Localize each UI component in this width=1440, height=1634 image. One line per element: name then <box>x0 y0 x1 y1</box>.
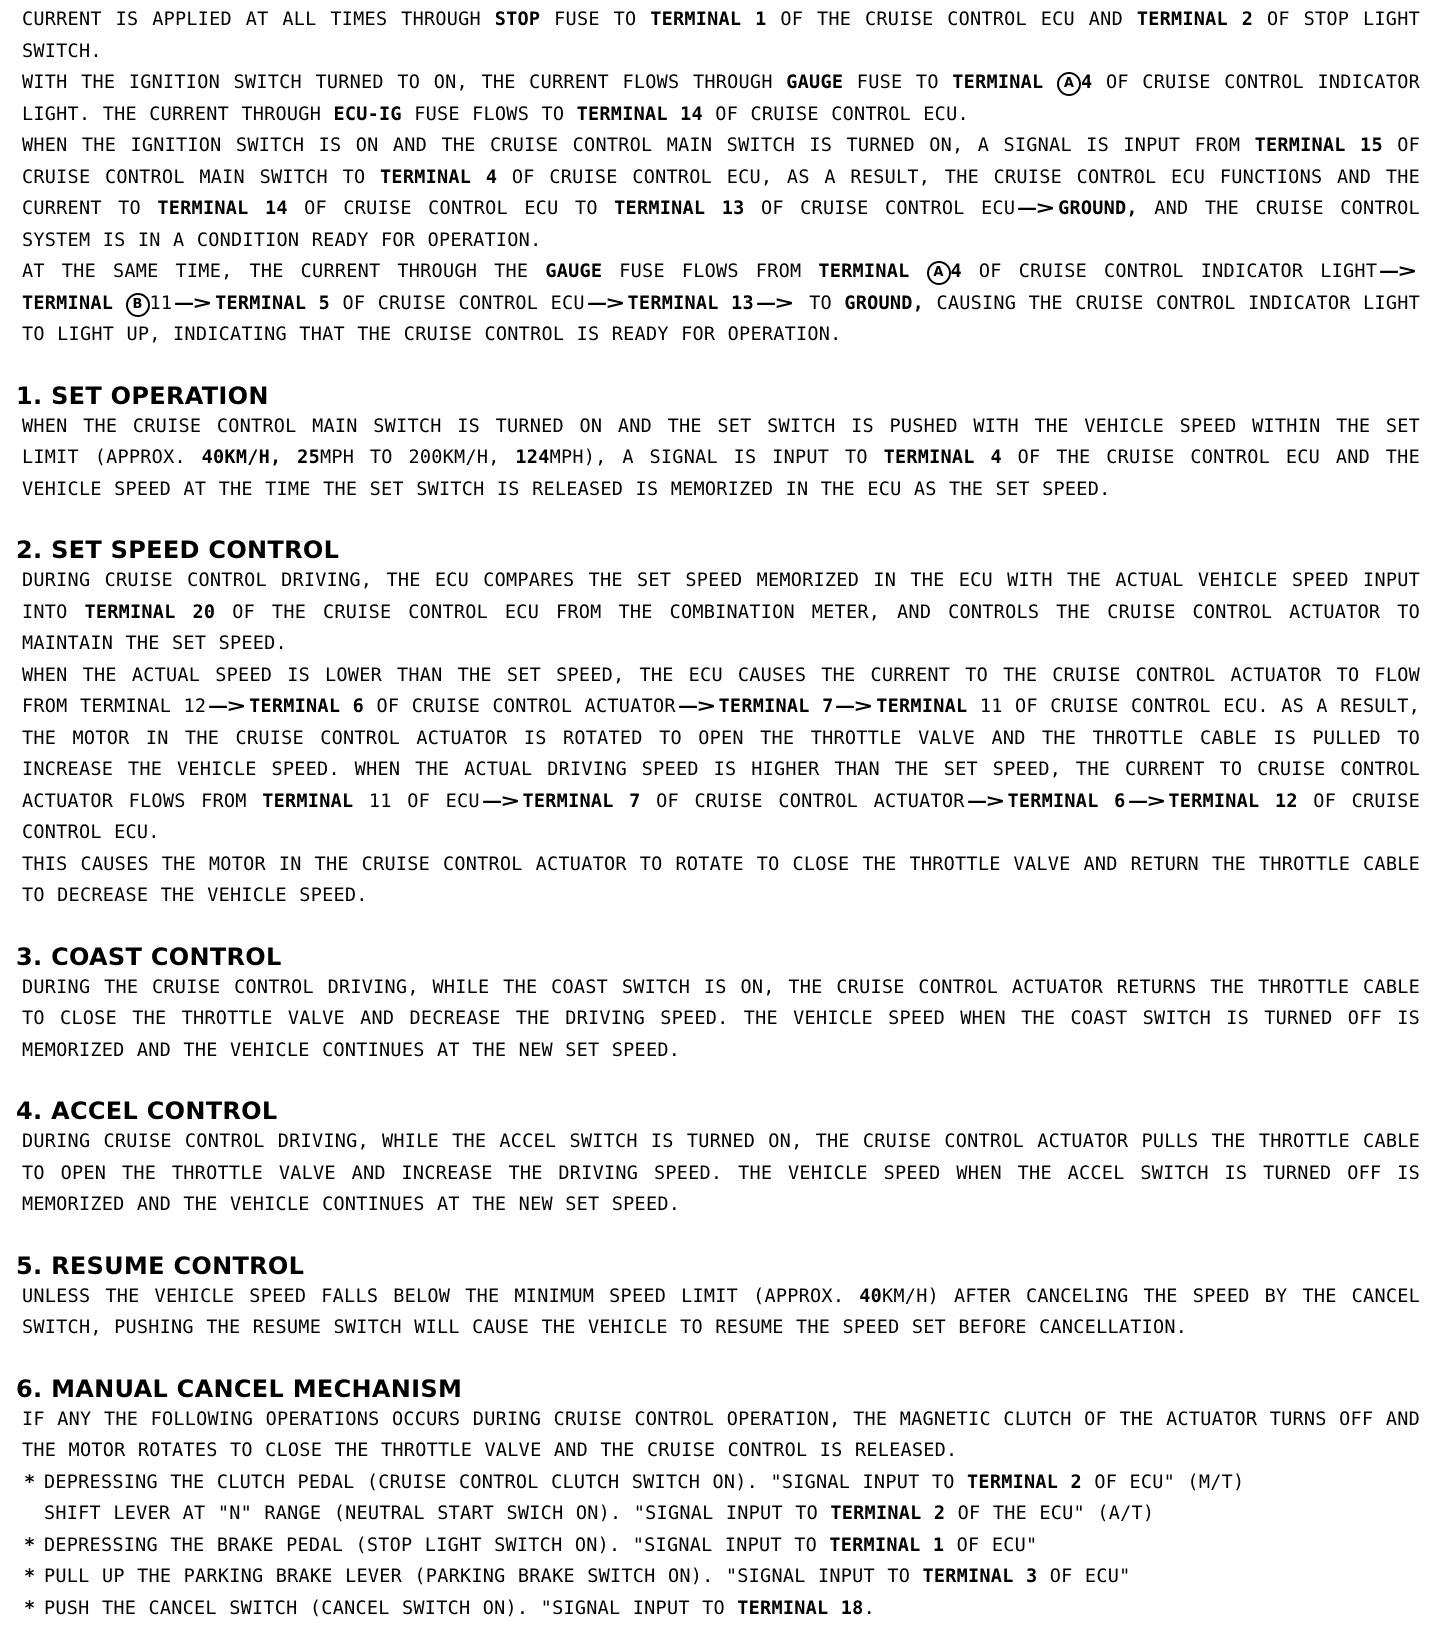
section-heading-accel-control: 4. ACCEL CONTROL <box>16 1097 278 1125</box>
section-text-set-speed-control: DURING CRUISE CONTROL DRIVING, THE ECU COMPARES THE SET SPEED MEMORIZED IN THE ECU WITH THE ACTUAL VEHICLE SPEED INPUT INTO TERMINAL 20 OF THE CRUISE CONTROL ECU FROM THE COMBINATION METER, AND CONTROLS THE CRUISE CONTROL ACTUATOR TO MAINTAIN THE SET SPEED. WHEN THE ACTUAL SPEED IS LOWER THAN THE SET SPEED, THE ECU CAUSES THE CURRENT TO THE CRUISE CONTROL ACTUATOR TO FLOW FROM TERMINAL 12 —> TERMINAL 6 OF CRUISE CONTROL ACTUATOR —> TERMINAL 7 —> TERMINAL 11 OF CRUISE CONTROL ECU. AS A RESULT, THE MOTOR IN THE CRUISE CONTROL ACTUATOR IS ROTATED TO OPEN THE THROTTLE VALVE AND THE THROTTLE CABLE IS PULLED TO INCREASE THE VEHICLE SPEED. WHEN THE ACTUAL DRIVING SPEED IS HIGHER THAN THE SET SPEED, THE CURRENT TO CRUISE CONTROL ACTUATOR FLOWS FROM TERMINAL 11 OF ECU —> TERMINAL 7 OF CRUISE CONTROL ACTUATOR —> TERMINAL 6 —> TERMINAL 12 OF CRUISE CONTROL ECU. THIS CAUSES THE MOTOR IN THE CRUISE CONTROL ACTUATOR TO ROTATE TO CLOSE THE THROTTLE VALVE AND RETURN THE THROTTLE CABLE TO DECREASE THE VEHICLE SPEED. <box>22 570 1420 906</box>
list-item: * DEPRESSING THE CLUTCH PEDAL (CRUISE CONTROL CLUTCH SWITCH ON). "SIGNAL INPUT TO TERMINAL 2 OF ECU" (M/T) SHIFT LEVER AT "N" RANGE (NEUTRAL START SWICH ON). "SIGNAL INPUT TO TERMINAL 2 OF THE ECU" (A/T) <box>22 1467 1420 1530</box>
list-item: * PULL UP THE PARKING BRAKE LEVER (PARKING BRAKE SWITCH ON). "SIGNAL INPUT TO TERMINAL 3 OF ECU" <box>22 1561 1420 1593</box>
arrow-icon: —> <box>587 292 625 314</box>
section-text-set-operation: WHEN THE CRUISE CONTROL MAIN SWITCH IS TURNED ON AND THE SET SWITCH IS PUSHED WITH THE VEHICLE SPEED WITHIN THE SET LIMIT (APPROX. 40KM/H, 25MPH TO 200KM/H, 124MPH), A SIGNAL IS INPUT TO TERMINAL 4 OF THE CRUISE CONTROL ECU AND THE VEHICLE SPEED AT THE TIME THE SET SWITCH IS RELEASED IS MEMORIZED IN THE ECU AS THE SET SPEED. <box>22 415 1420 500</box>
bullet-icon: * <box>24 1534 36 1556</box>
bullet-icon: * <box>24 1597 36 1619</box>
section-text-coast-control: DURING THE CRUISE CONTROL DRIVING, WHILE THE COAST SWITCH IS ON, THE CRUISE CONTROL ACTUATOR RETURNS THE THROTTLE CABLE TO CLOSE THE THROTTLE VALVE AND DECREASE THE DRIVING SPEED. THE VEHICLE SPEED WHEN THE COAST SWITCH IS TURNED OFF IS MEMORIZED AND THE VEHICLE CONTINUES AT THE NEW SET SPEED. <box>22 976 1420 1061</box>
arrow-icon: —> <box>967 790 1005 812</box>
arrow-icon: —> <box>175 292 212 314</box>
section-text-resume-control: UNLESS THE VEHICLE SPEED FALLS BELOW THE MINIMUM SPEED LIMIT (APPROX. 40KM/H) AFTER CANCELING THE SPEED BY THE CANCEL SWITCH, PUSHING THE RESUME SWITCH WILL CAUSE THE VEHICLE TO RESUME THE SPEED SET BEFORE CANCELLATION. <box>22 1285 1420 1338</box>
cancel-operations-list <box>22 1467 1420 1625</box>
section-heading-set-speed-control: 2. SET SPEED CONTROL <box>16 536 340 564</box>
arrow-icon: —> <box>678 696 716 717</box>
bullet-icon: * <box>24 1566 36 1587</box>
arrow-icon: —> <box>757 292 794 314</box>
section-heading-resume-control: 5. RESUME CONTROL <box>16 1251 305 1280</box>
connector-a-icon: A <box>927 261 951 285</box>
list-item: * DEPRESSING THE BRAKE PEDAL (STOP LIGHT SWITCH ON). "SIGNAL INPUT TO TERMINAL 1 OF ECU" <box>22 1530 1420 1562</box>
arrow-icon: —> <box>209 696 246 717</box>
arrow-icon: —> <box>1018 198 1055 219</box>
section-text-accel-control: DURING CRUISE CONTROL DRIVING, WHILE THE ACCEL SWITCH IS TURNED ON, THE CRUISE CONTROL ACTUATOR PULLS THE THROTTLE CABLE TO OPEN THE THROTTLE VALVE AND INCREASE THE DRIVING SPEED. THE VEHICLE SPEED WHEN THE ACCEL SWITCH IS TURNED OFF IS MEMORIZED AND THE VEHICLE CONTINUES AT THE NEW SET SPEED. <box>22 1131 1420 1215</box>
bullet-icon: * <box>24 1471 36 1493</box>
intro-paragraph: CURRENT IS APPLIED AT ALL TIMES THROUGH STOP FUSE TO TERMINAL 1 OF THE CRUISE CONTROL ECU AND TERMINAL 2 OF STOP LIGHT SWITCH. WITH THE IGNITION SWITCH TURNED TO ON, THE CURRENT FLOWS THROUGH GAUGE FUSE TO TERMINAL A 4 OF CRUISE CONTROL INDICATOR LIGHT. THE CURRENT THROUGH ECU-IG FUSE FLOWS TO TERMINAL 14 OF CRUISE CONTROL ECU. WHEN THE IGNITION SWITCH IS ON AND THE CRUISE CONTROL MAIN SWITCH IS TURNED ON, A SIGNAL IS INPUT FROM TERMINAL 15 OF CRUISE CONTROL MAIN SWITCH TO TERMINAL 4 OF CRUISE CONTROL ECU, AS A RESULT, THE CRUISE CONTROL ECU FUNCTIONS AND THE CURRENT TO TERMINAL 14 OF CRUISE CONTROL ECU TO TERMINAL 13 OF CRUISE CONTROL ECU —> GROUND, AND THE CRUISE CONTROL SYSTEM IS IN A CONDITION READY FOR OPERATION. AT THE SAME TIME, THE CURRENT THROUGH THE GAUGE FUSE FLOWS FROM TERMINAL A 4 OF CRUISE CONTROL INDICATOR LIGHT —>TERMINAL B 11 —> TERMINAL 5 OF CRUISE CONTROL ECU —> TERMINAL 13 —> TO GROUND, CAUSING THE CRUISE CONTROL INDICATOR LIGHT TO LIGHT UP, INDICATING THAT THE CRUISE CONTROL IS READY FOR OPERATION. <box>22 9 1421 345</box>
arrow-icon: —> <box>836 696 874 717</box>
arrow-icon: —> <box>1380 261 1417 282</box>
section-text-manual-cancel: IF ANY THE FOLLOWING OPERATIONS OCCURS DURING CRUISE CONTROL OPERATION, THE MAGNETIC CLUTCH OF THE ACTUATOR TURNS OFF AND THE MOTOR ROTATES TO CLOSE THE THROTTLE VALVE AND THE CRUISE CONTROL IS RELEASED. <box>22 1408 1420 1461</box>
section-heading-coast-control: 3. COAST CONTROL <box>16 942 282 971</box>
connector-b-icon: B <box>126 293 150 317</box>
arrow-icon: —> <box>482 790 520 812</box>
arrow-icon: —> <box>1128 790 1166 812</box>
list-item: * PUSH THE CANCEL SWITCH (CANCEL SWITCH ON). "SIGNAL INPUT TO TERMINAL 18. <box>22 1593 1420 1625</box>
section-heading-set-operation: 1. SET OPERATION <box>16 381 269 410</box>
connector-a-icon: A <box>1057 72 1081 96</box>
section-heading-manual-cancel: 6. MANUAL CANCEL MECHANISM <box>16 1374 463 1403</box>
